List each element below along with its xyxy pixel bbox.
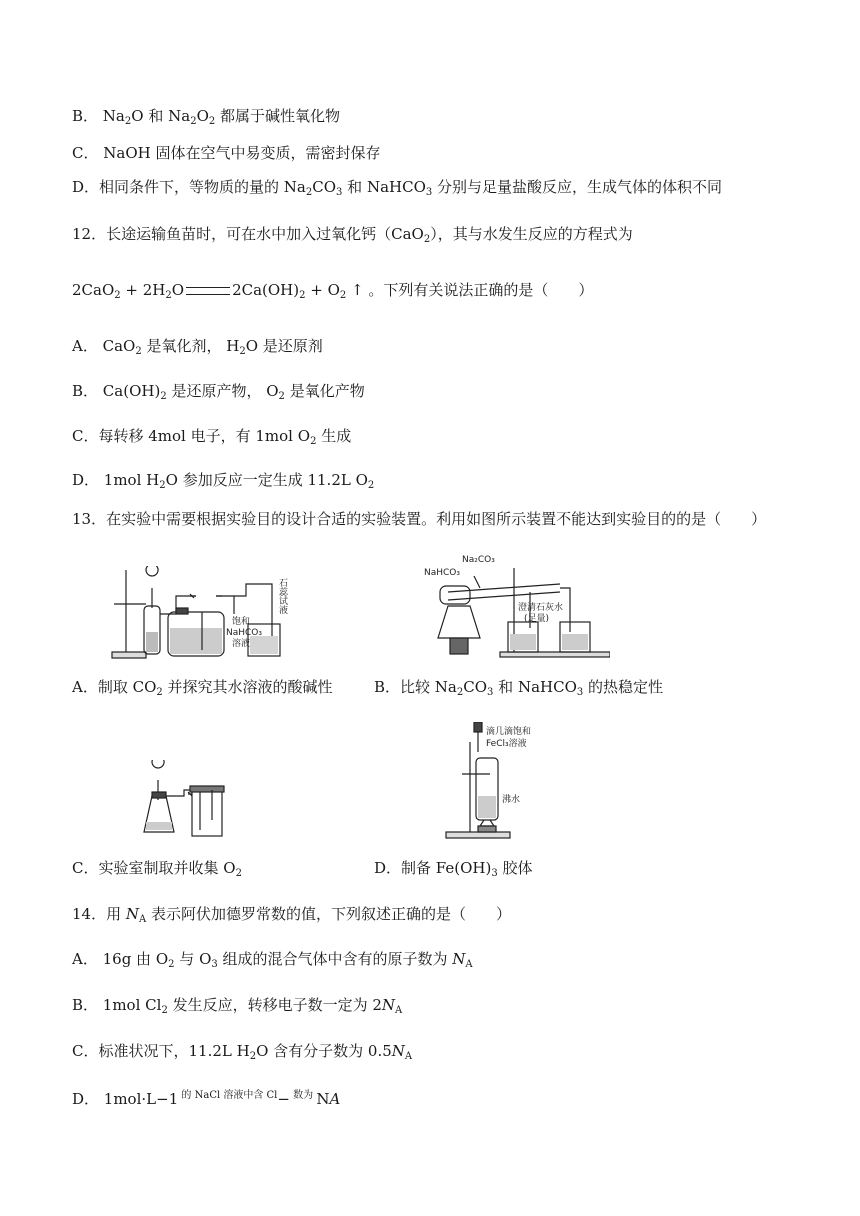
- figure-c-apparatus: [140, 760, 230, 840]
- q13-option-b: B．比较 $Na_2CO_3$ 和 NaHCO$_3$ 的热稳定性: [374, 678, 664, 698]
- q14-option-c: C．标准状况下，11.2L $H_2O$ 含有分子数为 $0.5N_A$: [72, 1042, 413, 1062]
- q11-option-c: C． NaOH 固体在空气中易变质，需密封保存: [72, 144, 381, 162]
- q12-option-d: D． 1mol $H_2O$ 参加反应一定生成 11.2L $O_2$: [72, 471, 375, 491]
- q12-option-b: B． $Ca(OH)_2$ 是还原产物， $O_2$ 是氧化产物: [72, 382, 365, 402]
- q14-option-d: D． 1mol·L−1 $^{的 NaCl 溶液中含 Cl}$− $^{数为}$ NA: [72, 1090, 341, 1108]
- fig-a-label-saturated: 饱和: [232, 617, 251, 627]
- q13-option-c: C．实验室制取并收集 $O_2$: [72, 859, 242, 879]
- q14-option-b: B． 1mol $Cl_2$ 发生反应，转移电子数一定为 $2N_A$: [72, 996, 403, 1016]
- fig-a-label-litmus: 石蕊试液: [277, 578, 287, 614]
- fig-d-label-fecl3: FeCl₃溶液: [486, 739, 527, 749]
- figure-a-apparatus: [106, 566, 296, 662]
- q14-option-a: A． 16g 由 $O_2$ 与 $O_3$ 组成的混合气体中含有的原子数为 $N_A$: [72, 950, 473, 970]
- fig-a-label-solution: 溶液: [232, 639, 251, 649]
- fig-d-label-drops: 滴几滴饱和: [486, 727, 532, 737]
- fig-a-label-nahco3: NaHCO₃: [226, 628, 262, 638]
- figure-d-apparatus: [440, 722, 570, 842]
- fig-b-label-limewater: 澄清石灰水: [518, 603, 564, 613]
- q14-stem: 14．用 $N_A$ 表示阿伏加德罗常数的值，下列叙述正确的是（ ）: [72, 905, 511, 925]
- q13-option-d: D．制备 $Fe(OH)_3$ 胶体: [374, 859, 533, 879]
- q11-option-d: D．相同条件下，等物质的量的 $Na_2CO_3$ 和 NaHCO$_3$ 分别与足量盐酸反应，生成气体的体积不同: [72, 178, 723, 198]
- figure-b-apparatus: [420, 548, 610, 660]
- q12-stem: 12．长途运输鱼苗时，可在水中加入过氧化钙（CaO$_2$），其与水发生反应的方程式为: [72, 225, 633, 245]
- fig-b-label-excess: (足量): [524, 614, 550, 624]
- equals-sign: [186, 287, 230, 295]
- q13-option-a: A．制取 $CO_2$ 并探究其水溶液的酸碱性: [72, 678, 333, 698]
- q12-option-c: C．每转移 4mol 电子，有 1mol $O_2$ 生成: [72, 427, 352, 447]
- fig-b-label-na2co3: Na₂CO₃: [462, 555, 495, 565]
- fig-d-label-boiling-water: 沸水: [502, 795, 521, 805]
- fig-b-label-nahco3: NaHCO₃: [424, 568, 460, 578]
- q13-stem: 13．在实验中需要根据实验目的设计合适的实验装置。利用如图所示装置不能达到实验目的的是（ ）: [72, 510, 767, 528]
- q12-equation: $2CaO_2 + 2H_2O$ $2Ca(OH)_2 + O_2$ ↑ 。下列有关说法正确的是（ ）: [72, 281, 594, 301]
- q12-option-a: A． CaO$_2$ 是氧化剂， $H_2O$ 是还原剂: [72, 337, 323, 357]
- q11-option-b: B． $Na_2O$ 和 $Na_2O_2$ 都属于碱性氧化物: [72, 107, 341, 127]
